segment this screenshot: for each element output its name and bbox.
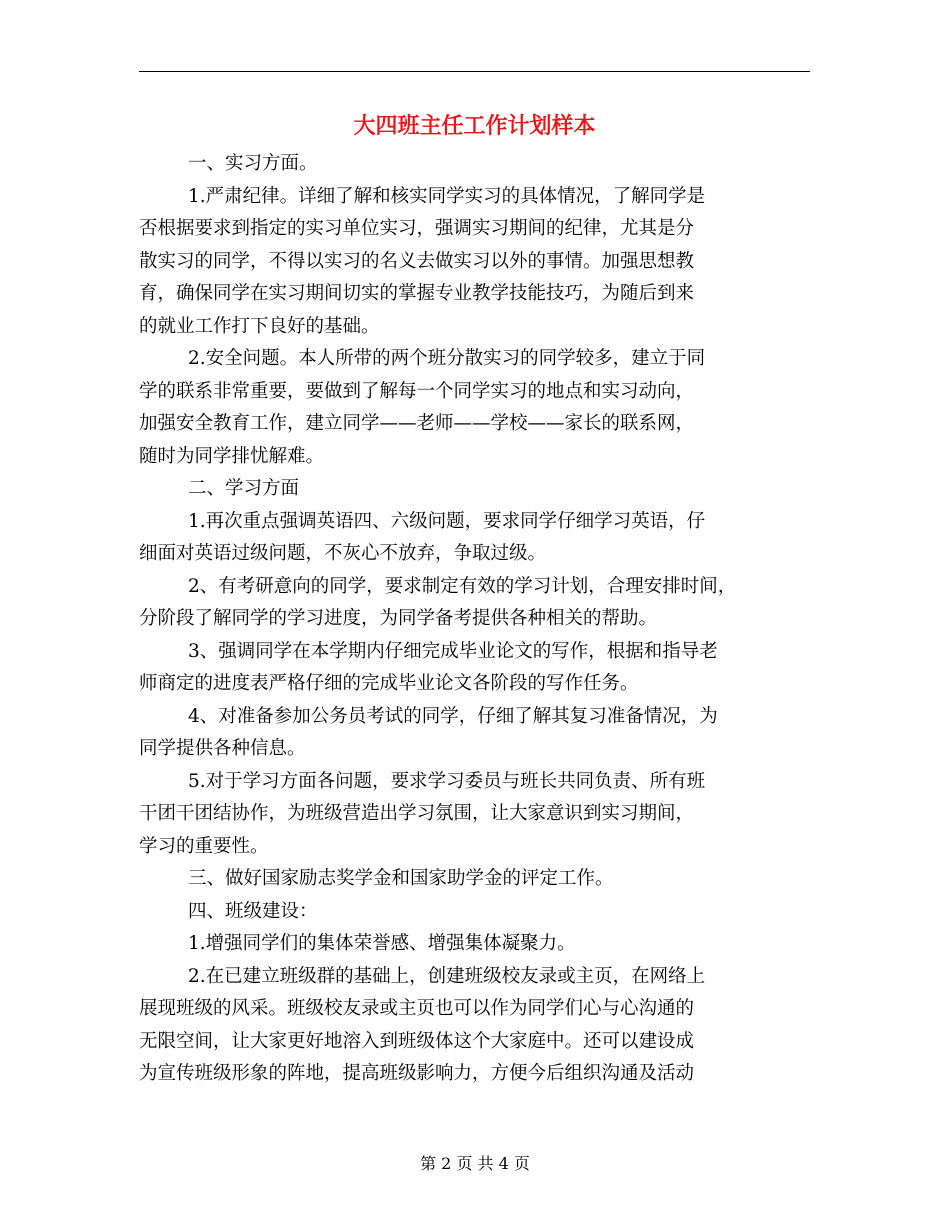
paragraph-line: 1.再次重点强调英语四、六级问题，要求同学仔细学习英语，仔 (188, 510, 706, 532)
paragraph-line: 的就业工作打下良好的基础。 (139, 315, 380, 337)
paragraph-line: 否根据要求到指定的实习单位实习，强调实习期间的纪律，尤其是分 (139, 218, 695, 239)
section-heading-scholarship: 三、做好国家励志奖学金和国家助学金的评定工作。 (188, 868, 614, 889)
paragraph-line: 师商定的进度表严格仔细的完成毕业论文各阶段的写作任务。 (139, 673, 639, 694)
paragraph-line: 无限空间，让大家更好地溶入到班级体这个大家庭中。还可以建设成 (139, 1030, 695, 1052)
paragraph-line: 加强安全教育工作，建立同学——老师——学校——家长的联系网， (139, 413, 695, 434)
paragraph-line: 3、强调同学在本学期内仔细完成毕业论文的写作，根据和指导老 (188, 640, 718, 662)
header-rule (139, 71, 810, 72)
paragraph-line: 干团干团结协作，为班级营造出学习氛围，让大家意识到实习期间， (139, 803, 695, 824)
paragraph-line: 学的联系非常重要，要做到了解每一个同学实习的地点和实习动向， (139, 380, 695, 402)
document-body (139, 148, 810, 1091)
paragraph-line: 学习的重要性。 (139, 835, 269, 857)
paragraph-line: 细面对英语过级问题，不灰心不放弃，争取过级。 (139, 543, 547, 564)
document-title: 大四班主任工作计划样本 (353, 113, 596, 139)
paragraph-line: 1.严肃纪律。详细了解和核实同学实习的具体情况，了解同学是 (188, 185, 706, 207)
section-heading-internship: 一、实习方面。 (188, 153, 318, 174)
paragraph-line: 2.在已建立班级群的基础上，创建班级校友录或主页，在网络上 (188, 965, 706, 987)
paragraph-line: 2.安全问题。本人所带的两个班分散实习的同学较多，建立于同 (188, 348, 706, 369)
paragraph-line: 随时为同学排忧解难。 (139, 445, 325, 467)
paragraph-line: 2、有考研意向的同学，要求制定有效的学习计划，合理安排时间， (188, 575, 737, 597)
paragraph-line: 4、对准备参加公务员考试的同学，仔细了解其复习准备情况，为 (188, 705, 718, 727)
paragraph-line: 为宣传班级形象的阵地，提高班级影响力，方便今后组织沟通及活动 (139, 1063, 695, 1084)
section-heading-study: 二、学习方面 (188, 478, 300, 499)
paragraph-line: 育，确保同学在实习期间切实的掌握专业教学技能技巧，为随后到来 (139, 283, 695, 304)
paragraph-line: 5.对于学习方面各问题，要求学习委员与班长共同负责、所有班 (188, 770, 706, 792)
section-heading-class-building: 四、班级建设： (188, 900, 318, 922)
paragraph-line: 分阶段了解同学的学习进度，为同学备考提供各种相关的帮助。 (139, 608, 658, 629)
paragraph-line: 散实习的同学，不得以实习的名义去做实习以外的事情。加强思想教 (139, 250, 695, 272)
page-number: 第 2 页 共 4 页 (420, 1154, 530, 1173)
paragraph-line: 1.增强同学们的集体荣誉感、增强集体凝聚力。 (188, 933, 576, 954)
paragraph-line: 同学提供各种信息。 (139, 738, 306, 759)
paragraph-line: 展现班级的风采。班级校友录或主页也可以作为同学们心与心沟通的 (139, 998, 695, 1019)
